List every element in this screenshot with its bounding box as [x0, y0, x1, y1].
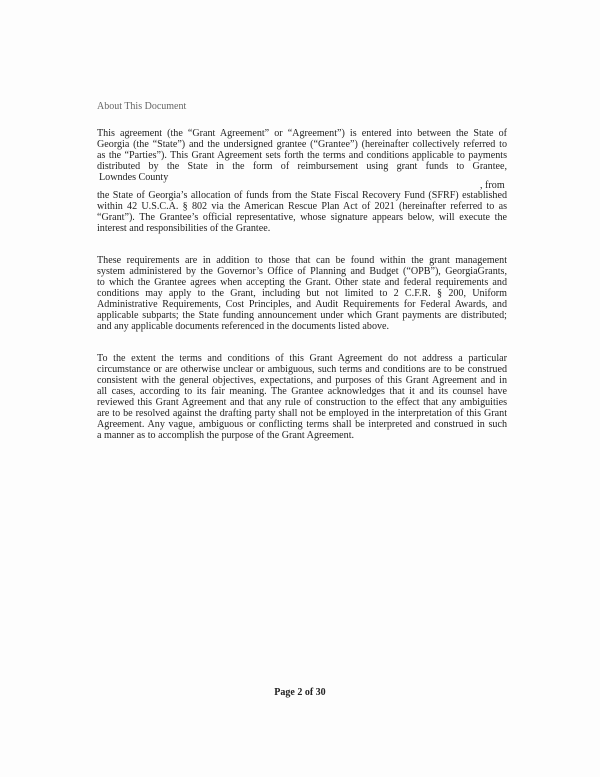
- text-line: within 42 U.S.C.A. § 802 via the American Rescue Plan Act of 2021 (hereinafter referred to as: [97, 201, 507, 212]
- paragraph-2: [97, 255, 507, 332]
- text-line: all cases, according to its fair meaning. The Grantee acknowledges that it and its counsel have: [97, 386, 507, 397]
- text-line: These requirements are in addition to those that can be found within the grant management: [97, 255, 507, 266]
- text-line: Administrative Requirements, Cost Principles, and Audit Requirements for Federal Awards, and: [97, 299, 507, 310]
- text-line: reviewed this Grant Agreement and that any rule of construction to the effect that any ambiguities: [97, 397, 507, 408]
- page-number: Page 2 of 30: [274, 687, 326, 698]
- text-line: applicable subparts; the State funding announcement under which Grant payments are distributed;: [97, 310, 507, 321]
- paragraph-1-top: [97, 128, 507, 172]
- section-title: About This Document: [97, 101, 187, 112]
- text-line: To the extent the terms and conditions of this Grant Agreement do not address a particular: [97, 353, 507, 364]
- text-line: and any applicable documents referenced in the documents listed above.: [97, 321, 390, 332]
- text-line: circumstance or are otherwise unclear or ambiguous, such terms and conditions are to be construed: [97, 364, 507, 375]
- text-line: Georgia (the “State”) and the undersigned grantee (“Grantee”) (hereinafter collectively referred to: [97, 139, 507, 150]
- text-line: “Grant”). The Grantee’s official representative, whose signature appears below, will execute the: [97, 212, 507, 223]
- paragraph-3: [97, 353, 507, 441]
- paragraph-1-bottom: [97, 190, 507, 234]
- grantee-name-field: Lowndes County: [99, 172, 169, 183]
- from-text: , from: [480, 180, 505, 191]
- text-line: system administered by the Governor’s Office of Planning and Budget (“OPB”), GeorgiaGrants,: [97, 266, 507, 277]
- text-line: as the “Parties”). This Grant Agreement sets forth the terms and conditions applicable to payments: [97, 150, 507, 161]
- text-line: conditions may apply to the Grant, including but not limited to 2 C.F.R. § 200, Uniform: [97, 288, 507, 299]
- text-line: This agreement (the “Grant Agreement” or “Agreement”) is entered into between the State of: [97, 128, 507, 139]
- text-line: distributed by the State in the form of reimbursement using grant funds to Grantee,: [97, 161, 507, 172]
- text-line: consistent with the general objectives, expectations, and purposes of this Grant Agreement and in: [97, 375, 507, 386]
- text-line: Agreement. Any vague, ambiguous or conflicting terms shall be interpreted and construed in such: [97, 419, 507, 430]
- text-line: a manner as to accomplish the purpose of the Grant Agreement.: [97, 430, 355, 441]
- text-line: interest and responsibilities of the Grantee.: [97, 223, 271, 234]
- text-line: to which the Grantee agrees when accepting the Grant. Other state and federal requirements and: [97, 277, 507, 288]
- text-line: are to be resolved against the drafting party shall not be employed in the interpretation of this Grant: [97, 408, 507, 419]
- text-line: the State of Georgia’s allocation of funds from the State Fiscal Recovery Fund (SFRF) established: [97, 190, 507, 201]
